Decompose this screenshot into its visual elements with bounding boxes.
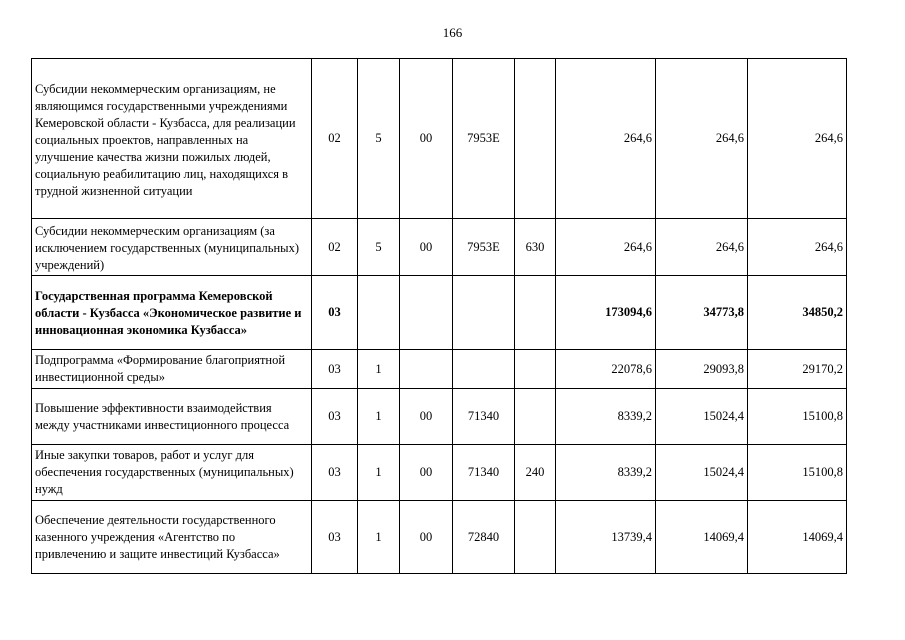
subprogram-code (358, 276, 400, 350)
expense-type-code (515, 501, 556, 574)
event-code: 00 (400, 59, 453, 219)
section-code: 02 (312, 59, 358, 219)
section-code: 03 (312, 445, 358, 501)
row-name: Обеспечение деятельности государственного казенного учреждения «Агентство по привлечению и защите инвестиций Кузбасса» (32, 501, 312, 574)
amount-year-3: 264,6 (748, 219, 847, 276)
row-name: Субсидии некоммерческим организациям (за исключением государственных (муниципальных) учреждений) (32, 219, 312, 276)
event-code: 00 (400, 445, 453, 501)
subprogram-code: 1 (358, 445, 400, 501)
section-code: 02 (312, 219, 358, 276)
direction-code: 7953E (453, 59, 515, 219)
row-name: Иные закупки товаров, работ и услуг для обеспечения государственных (муниципальных) нужд (32, 445, 312, 501)
row-name: Подпрограмма «Формирование благоприятной инвестиционной среды» (32, 350, 312, 389)
table-row-program (32, 276, 847, 350)
subprogram-code: 1 (358, 389, 400, 445)
direction-code (453, 350, 515, 389)
event-code: 00 (400, 219, 453, 276)
table-row (32, 389, 847, 445)
row-name: Субсидии некоммерческим организациям, не являющимся государственными учреждениями Кемеровской области - Кузбасса, для реализации социальных проектов, направленных на улучшение качества жизни пожилых людей, социальную реабилитацию лиц, находящихся в трудной жизненной ситуации (32, 59, 312, 219)
expense-type-code (515, 350, 556, 389)
amount-year-3: 15100,8 (748, 445, 847, 501)
amount-year-2: 15024,4 (656, 445, 748, 501)
expense-type-code (515, 59, 556, 219)
row-name: Государственная программа Кемеровской области - Кузбасса «Экономическое развитие и инновационная экономика Кузбасса» (32, 276, 312, 350)
table-row (32, 350, 847, 389)
row-name: Повышение эффективности взаимодействия между участниками инвестиционного процесса (32, 389, 312, 445)
section-code: 03 (312, 389, 358, 445)
direction-code (453, 276, 515, 350)
subprogram-code: 1 (358, 350, 400, 389)
direction-code: 71340 (453, 389, 515, 445)
table-row (32, 445, 847, 501)
expense-type-code: 630 (515, 219, 556, 276)
amount-year-1: 264,6 (556, 59, 656, 219)
subprogram-code: 1 (358, 501, 400, 574)
event-code: 00 (400, 501, 453, 574)
amount-year-3: 264,6 (748, 59, 847, 219)
amount-year-1: 8339,2 (556, 445, 656, 501)
direction-code: 72840 (453, 501, 515, 574)
amount-year-3: 29170,2 (748, 350, 847, 389)
event-code (400, 276, 453, 350)
event-code (400, 350, 453, 389)
subprogram-code: 5 (358, 219, 400, 276)
direction-code: 71340 (453, 445, 515, 501)
amount-year-1: 22078,6 (556, 350, 656, 389)
amount-year-2: 14069,4 (656, 501, 748, 574)
amount-year-1: 8339,2 (556, 389, 656, 445)
amount-year-2: 15024,4 (656, 389, 748, 445)
direction-code: 7953E (453, 219, 515, 276)
amount-year-2: 29093,8 (656, 350, 748, 389)
amount-year-2: 264,6 (656, 59, 748, 219)
amount-year-1: 173094,6 (556, 276, 656, 350)
table-row (32, 219, 847, 276)
amount-year-3: 15100,8 (748, 389, 847, 445)
table-row (32, 59, 847, 219)
subprogram-code: 5 (358, 59, 400, 219)
page-number: 166 (442, 25, 463, 40)
expense-type-code (515, 389, 556, 445)
expense-type-code: 240 (515, 445, 556, 501)
budget-table (31, 58, 847, 574)
amount-year-1: 264,6 (556, 219, 656, 276)
section-code: 03 (312, 501, 358, 574)
amount-year-1: 13739,4 (556, 501, 656, 574)
table-row (32, 501, 847, 574)
section-code: 03 (312, 276, 358, 350)
amount-year-3: 34850,2 (748, 276, 847, 350)
amount-year-2: 34773,8 (656, 276, 748, 350)
amount-year-2: 264,6 (656, 219, 748, 276)
expense-type-code (515, 276, 556, 350)
event-code: 00 (400, 389, 453, 445)
section-code: 03 (312, 350, 358, 389)
amount-year-3: 14069,4 (748, 501, 847, 574)
